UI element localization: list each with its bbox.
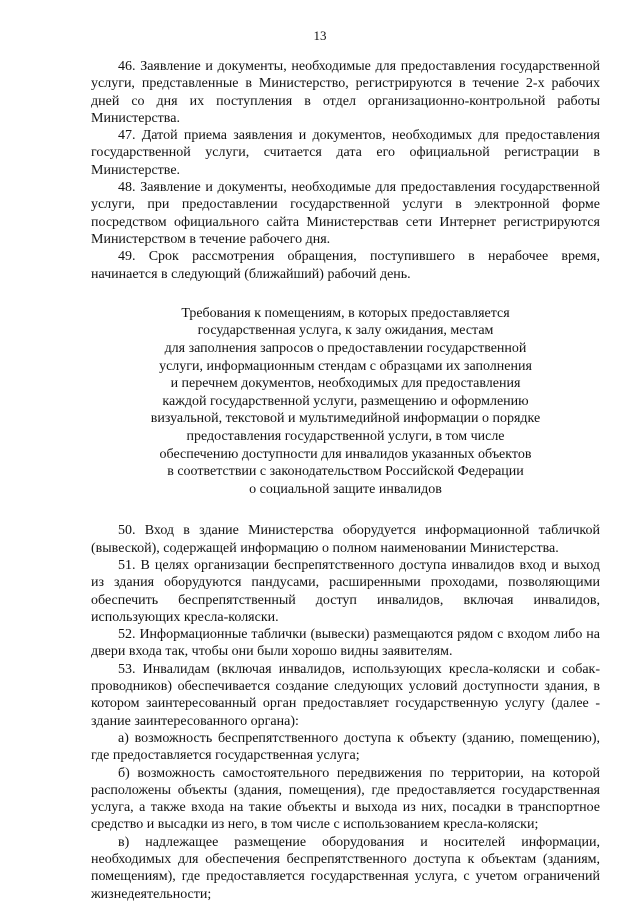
document-body xyxy=(91,58,600,903)
section-heading-line: каждой государственной услуги, размещению и оформлению xyxy=(162,393,529,409)
section-heading-line: обеспечению доступности для инвалидов указанных объектов xyxy=(159,446,532,462)
section-heading-line: государственная услуга, к залу ожидания, местам xyxy=(197,323,494,339)
paragraph-49: 49. Срок рассмотрения обращения, поступившего в нерабочее время, начинается в следующий (ближайший) рабочий день. xyxy=(91,249,600,282)
section-heading-line: визуальной, текстовой и мультимедийной информации о порядке xyxy=(150,411,541,427)
section-heading-line: в соответствии с законодательством Российской Федерации xyxy=(167,464,524,480)
paragraph-52: 52. Информационные таблички (вывески) размещаются рядом с входом либо на двери входа так, чтобы они были хорошо видны заявителям. xyxy=(91,627,600,660)
paragraph-53-item-b: б) возможность самостоятельного передвижения по территории, на которой расположены объекты (здания, помещения), где предоставляется государственная услуга, а также входа на такие объекты и выхода из них, посадки в транспортное средство и высадки из него, в том числе с использованием кресла-коляски; xyxy=(91,765,600,833)
paragraph-53-item-v: в) надлежащее размещение оборудования и носителей информации, необходимых для обеспечения беспрепятственного доступа к объектам (зданиям, помещениям), где предоставляется государственная услуга, с учетом ограничений жизнедеятельности; xyxy=(91,834,600,902)
section-heading-line: и перечнем документов, необходимых для предоставления xyxy=(170,376,521,392)
section-heading xyxy=(91,305,600,499)
section-heading-line: о социальной защите инвалидов xyxy=(249,481,442,497)
paragraph-51: 51. В целях организации беспрепятственного доступа инвалидов вход и выход из здания оборудуются пандусами, расширенными проходами, позволяющими обеспечить беспрепятственный доступ инвалидов, включая инвалидов, использующих кресла-коляски. xyxy=(91,557,600,625)
section-heading-line: для заполнения запросов о предоставлении государственной xyxy=(164,341,527,357)
paragraph-53: 53. Инвалидам (включая инвалидов, использующих кресла-коляски и собак-проводников) обеспечивается создание следующих условий доступности здания, в котором заинтересованный орган предоставляет государственную услугу (далее - здание заинтересованного органа): xyxy=(91,661,600,729)
paragraph-48: 48. Заявление и документы, необходимые для предоставления государственной услуги, при предоставлении государственной услуги в электронной форме посредством официального сайта Министерствав сети Интернет регистрируются Министерством в течение рабочего дня. xyxy=(91,180,600,247)
paragraph-53-item-a: а) возможность беспрепятственного доступа к объекту (зданию, помещению), где предоставляется государственная услуга; xyxy=(91,730,600,764)
section-heading-line: Требования к помещениям, в которых предоставляется xyxy=(181,305,510,321)
paragraph-50: 50. Вход в здание Министерства оборудуется информационной табличкой (вывеской), содержащей информацию о полном наименовании Министерства. xyxy=(91,523,600,556)
section-heading-line: услуги, информационным стендам с образцами их заполнения xyxy=(159,358,532,374)
paragraph-46: 46. Заявление и документы, необходимые для предоставления государственной услуги, представленные в Министерство, регистрируются в течение 2-х рабочих дней со дня их поступления в отдел организационно-контрольной работы Министерства. xyxy=(91,59,600,126)
paragraph-47: 47. Датой приема заявления и документов, необходимых для предоставления государственной услуги, считается дата его официальной регистрации в Министерстве. xyxy=(91,128,600,178)
section-heading-line: предоставления государственной услуги, в том числе xyxy=(186,429,505,445)
page-number: 13 xyxy=(313,28,327,43)
